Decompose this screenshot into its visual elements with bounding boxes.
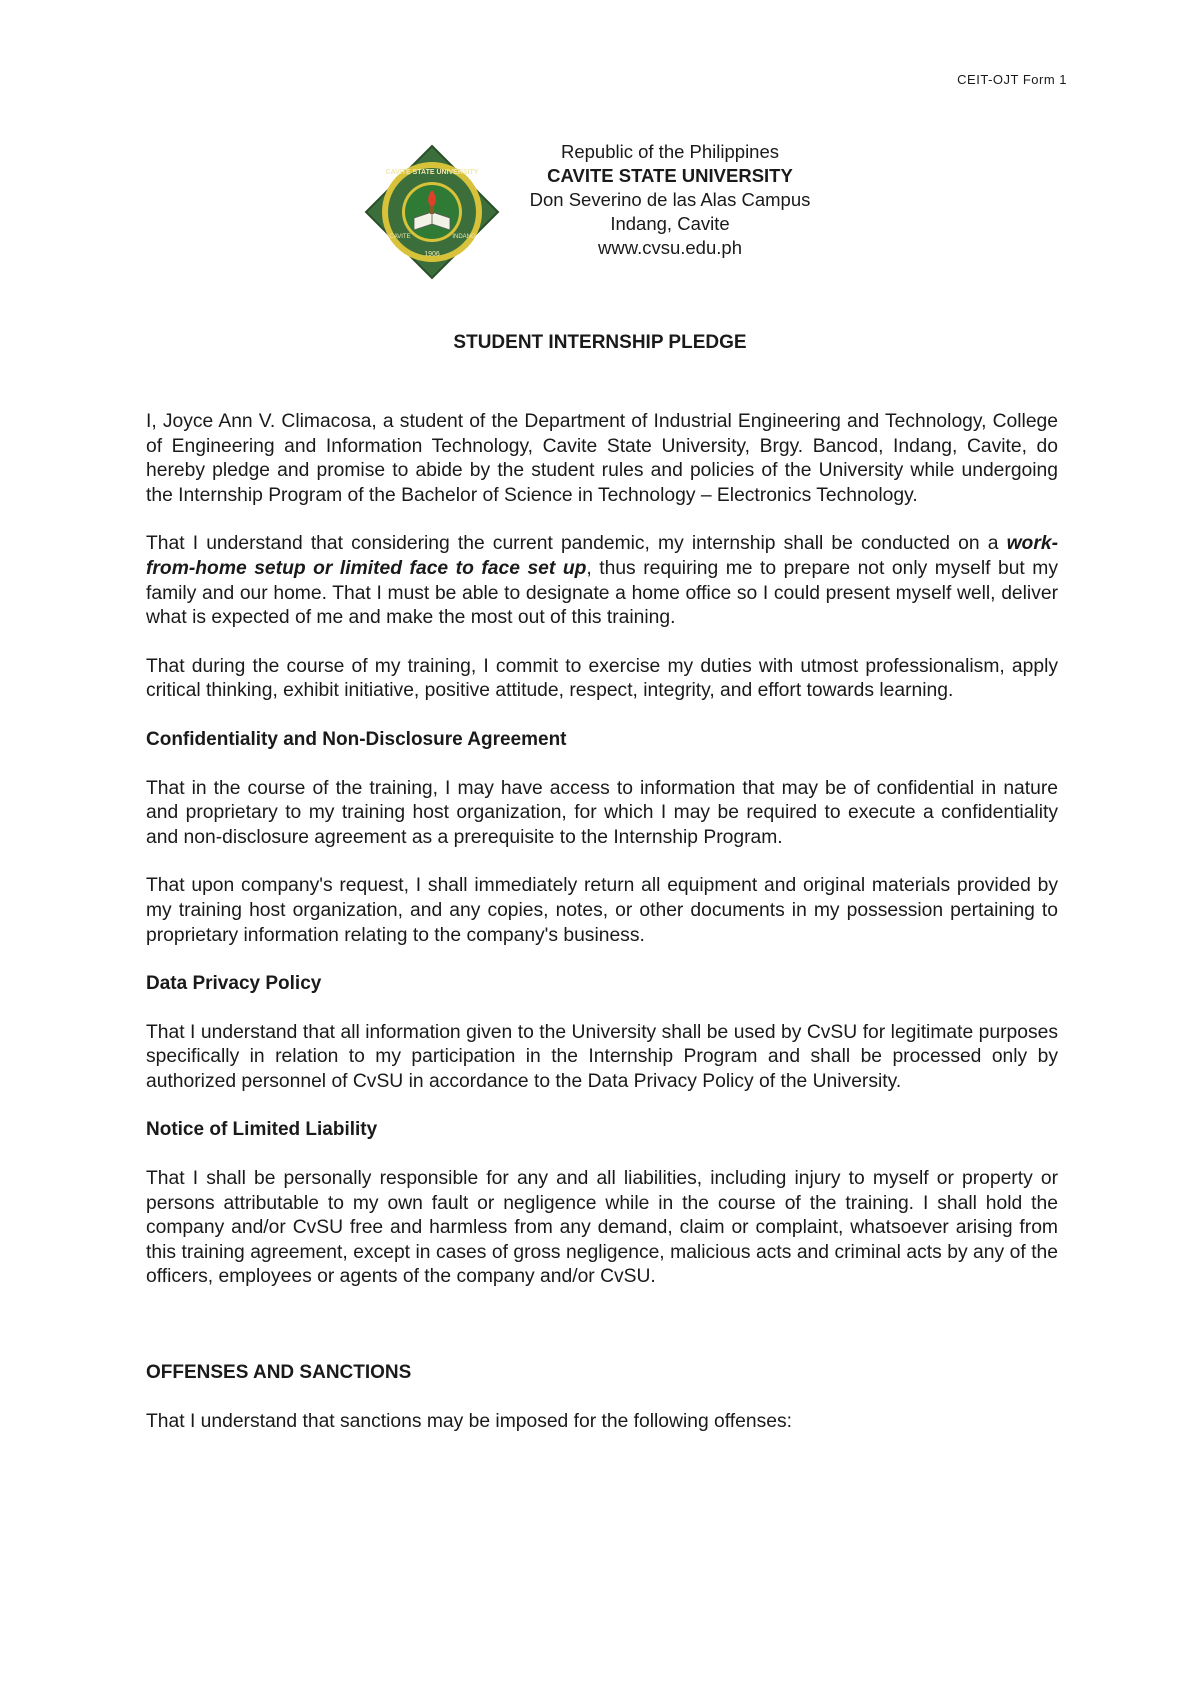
seal-top-text: CAVITE STATE UNIVERSITY (385, 169, 479, 176)
confidentiality-paragraph-2: That upon company's request, I shall immediately return all equipment and original materials provided by my training host organization, and any copies, notes, or other documents in my possession pertaining to proprietary information relating to the company's business. (146, 875, 1058, 946)
document-title: STUDENT INTERNSHIP PLEDGE (453, 332, 747, 353)
document-body (146, 410, 1058, 1458)
seal-right-text: INDANG (452, 234, 476, 240)
pandemic-emphasis: work-from-home setup or limited face to face set up (146, 533, 1058, 579)
letterhead-university: CAVITE STATE UNIVERSITY (547, 165, 793, 186)
letterhead-republic: Republic of the Philippines (560, 141, 780, 162)
offenses-heading: OFFENSES AND SANCTIONS (146, 1362, 412, 1384)
liability-heading: Notice of Limited Liability (146, 1119, 378, 1141)
seal-year: 1906 (424, 251, 440, 258)
letterhead-location: Indang, Cavite (610, 213, 730, 234)
letterhead-website: www.cvsu.edu.ph (598, 237, 742, 258)
pledge-paragraph: I, Joyce Ann V. Climacosa, a student of the Department of Industrial Engineering and Technology, College of Engineering and Information Technology, Cavite State University, Brgy. Bancod, Indang, Cavite, do hereby pledge and promise to abide by the student rules and policies of the University while undergoing the Internship Program of the Bachelor of Science in Technology – Electronics Technology. (146, 411, 1058, 506)
offenses-paragraph: That I understand that sanctions may be imposed for the following offenses: (146, 1410, 792, 1432)
commitment-paragraph: That during the course of my training, I commit to exercise my duties with utmost professionalism, apply critical thinking, exhibit initiative, positive attitude, respect, integrity, and effort towards learning. (146, 655, 1058, 702)
letterhead-campus: Don Severino de las Alas Campus (529, 189, 811, 210)
pandemic-text-before: That I understand that considering the current pandemic, my internship shall be conducted on a (146, 533, 1007, 555)
privacy-heading: Data Privacy Policy (146, 973, 322, 995)
pandemic-text-after: , thus requiring me to prepare not only myself but my family and our home. That I must be able to designate a home office so I could present myself well, deliver what is expected of me and make the most out of this training. (146, 557, 1058, 629)
pandemic-paragraph (146, 532, 1058, 630)
seal-left-text: CAVITE (389, 234, 411, 240)
form-code: CEIT-OJT Form 1 (957, 72, 1067, 87)
letterhead (490, 140, 850, 260)
liability-paragraph: That I shall be personally responsible for any and all liabilities, including injury to myself or property or persons attributable to my own fault or negligence while in the course of the training. I shall hold the company and/or CvSU free and harmless from any demand, claim or complaint, whatsoever arising from this training agreement, except in cases of gross negligence, malicious acts and criminal acts by any of the officers, employees or agents of the company and/or CvSU. (146, 1168, 1058, 1288)
torch-handle-icon (430, 206, 434, 214)
confidentiality-paragraph-1: That in the course of the training, I may have access to information that may be of confidential in nature and proprietary to my training host organization, for which I may be required to execute a confidentiality and non-disclosure agreement as a prerequisite to the Internship Program. (146, 777, 1058, 848)
confidentiality-heading: Confidentiality and Non-Disclosure Agreement (146, 728, 567, 750)
privacy-paragraph: That I understand that all information given to the University shall be used by CvSU for legitimate purposes specifically in relation to my participation in the Internship Program and shall be processed only by authorized personnel of CvSU in accordance to the Data Privacy Policy of the University. (146, 1021, 1058, 1092)
university-seal-logo (362, 142, 502, 282)
